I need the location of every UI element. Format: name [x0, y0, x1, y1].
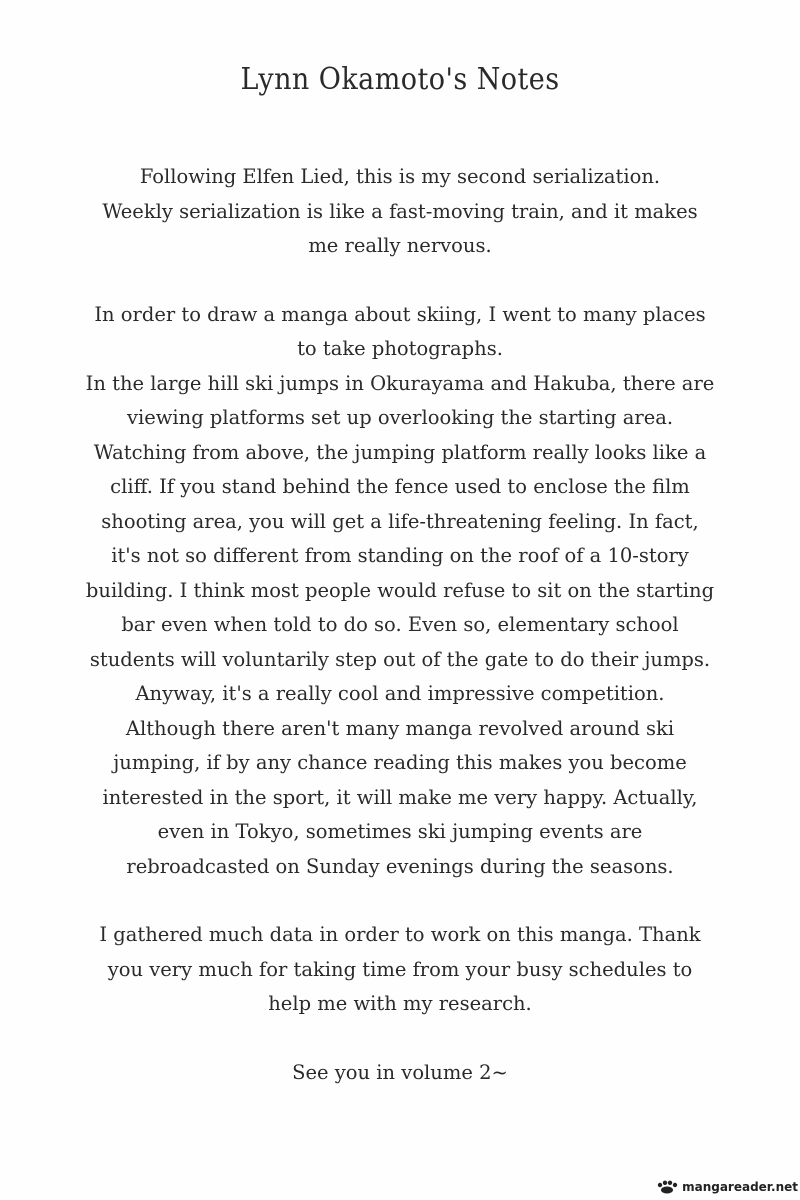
site-watermark — [656, 1180, 798, 1194]
author-notes — [85, 160, 715, 1090]
paragraph-gap — [85, 264, 715, 298]
paragraph-ski-jumps: In the large hill ski jumps in Okurayama and Hakuba, there are viewing platforms set up overlooking the starting area. Watching from above, the jumping platform really looks like a cliff. If you stand behind the fence used to enclose the film shooting area, you will get a life-threatening feeling. In fact, it's not so different from standing on the roof of a 10-story building. I think most people would refuse to sit on the starting bar even when told to do so. Even so, elementary school students will voluntarily step out of the gate to do their jumps. Anyway, it's a really cool and impressive competition. — [85, 371, 715, 705]
page-title: Lynn Okamoto's Notes — [240, 62, 560, 97]
paragraph-intro: Following Elfen Lied, this is my second serialization. — [139, 165, 661, 188]
paragraph-photographs: In order to draw a manga about skiing, I went to many places to take photographs. — [94, 302, 706, 360]
paragraph-weekly: Weekly serialization is like a fast-moving train, and it makes me really nervous. — [102, 199, 698, 257]
watermark-text: mangareader.net — [682, 1180, 798, 1194]
paragraph-thanks: I gathered much data in order to work on this manga. Thank you very much for taking time from your busy schedules to help me with my research. — [99, 923, 701, 1015]
paragraph-farewell: See you in volume 2~ — [292, 1060, 508, 1084]
paragraph-gap — [85, 884, 715, 918]
paragraph-gap — [85, 1022, 715, 1056]
paragraph-interest: Although there aren't many manga revolved around ski jumping, if by any chance reading this makes you become interested in the sport, it will make me very happy. Actually, even in Tokyo, sometimes ski jumping events are rebroadcasted on Sunday evenings during the seasons. — [102, 716, 698, 878]
paw-icon — [656, 1180, 678, 1194]
